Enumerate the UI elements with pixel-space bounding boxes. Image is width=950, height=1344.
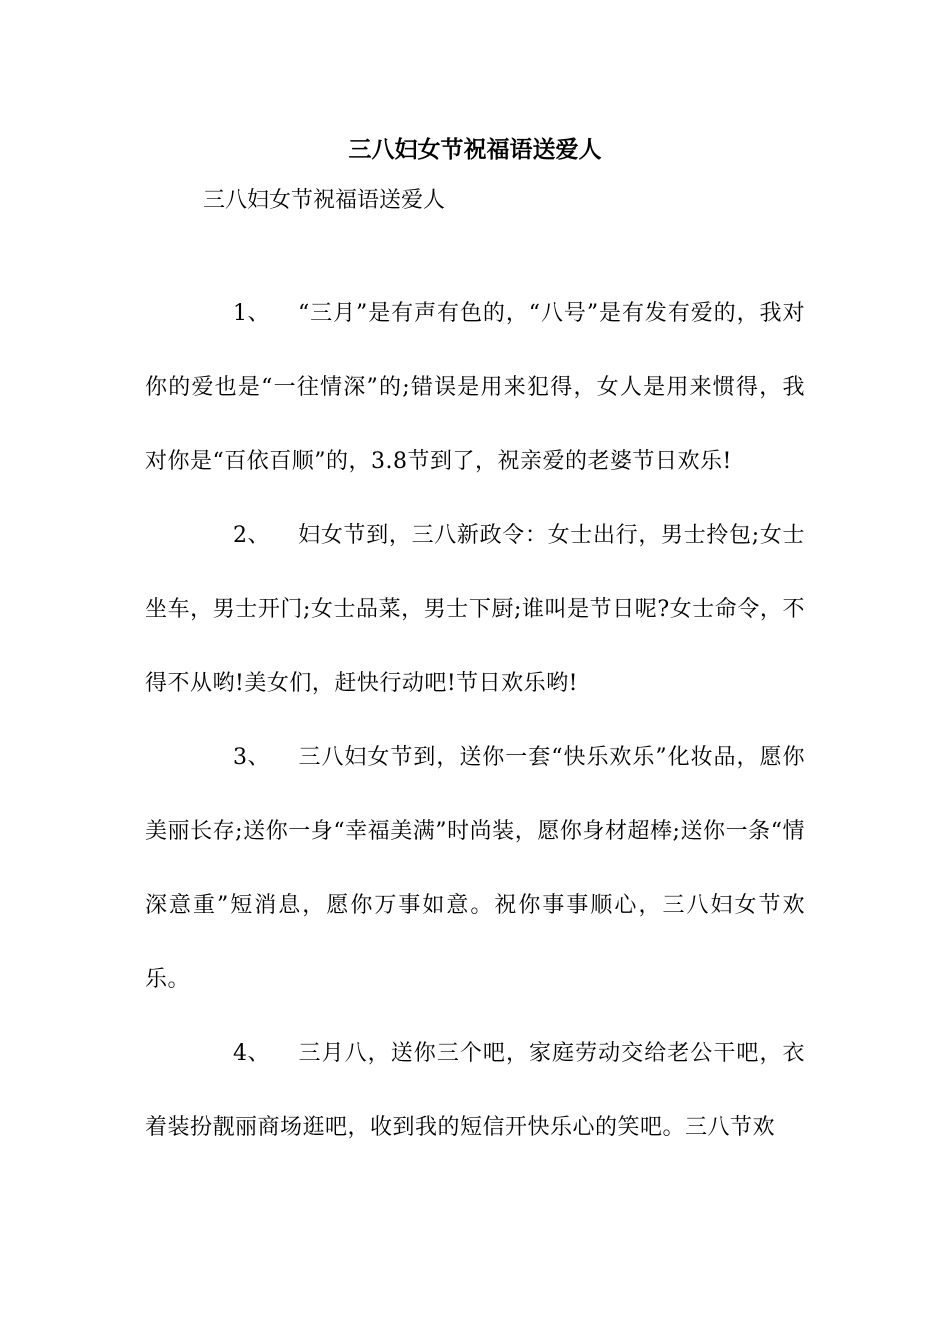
paragraph-text: “三月”是有声有色的，“八号”是有发有爱的，我对你的爱也是“一往情深”的;错误是用来犯得，女人是用来惯得，我对你是“百依百顺”的，3.8节到了，祝亲爱的老婆节日欢乐!: [145, 301, 805, 474]
paragraph-2: [145, 499, 805, 721]
document-body: [145, 277, 805, 1165]
document-title: 三八妇女节祝福语送爱人: [348, 136, 602, 163]
document-subtitle: 三八妇女节祝福语送爱人: [203, 188, 446, 213]
paragraph-1: [145, 277, 805, 499]
paragraph-number: 4、: [233, 1041, 270, 1066]
paragraph-number: 1、: [233, 301, 270, 326]
paragraph-text: 三八妇女节到，送你一套“快乐欢乐”化妆品，愿你美丽长存;送你一身“幸福美满”时尚装，愿你身材超棒;送你一条“情深意重”短消息，愿你万事如意。祝你事事顺心，三八妇女节欢乐。: [145, 745, 805, 992]
paragraph-4: [145, 1017, 805, 1165]
paragraph-text: 三月八，送你三个吧，家庭劳动交给老公干吧，衣着装扮靓丽商场逛吧，收到我的短信开快乐心的笑吧。三八节欢: [145, 1041, 805, 1140]
paragraph-number: 2、: [233, 523, 270, 548]
paragraph-3: [145, 721, 805, 1017]
paragraph-text: 妇女节到，三八新政令：女士出行，男士拎包;女士坐车，男士开门;女士品菜，男士下厨;谁叫是节日呢?女士命令，不得不从哟!美女们，赶快行动吧!节日欢乐哟!: [145, 523, 805, 696]
paragraph-number: 3、: [233, 745, 270, 770]
